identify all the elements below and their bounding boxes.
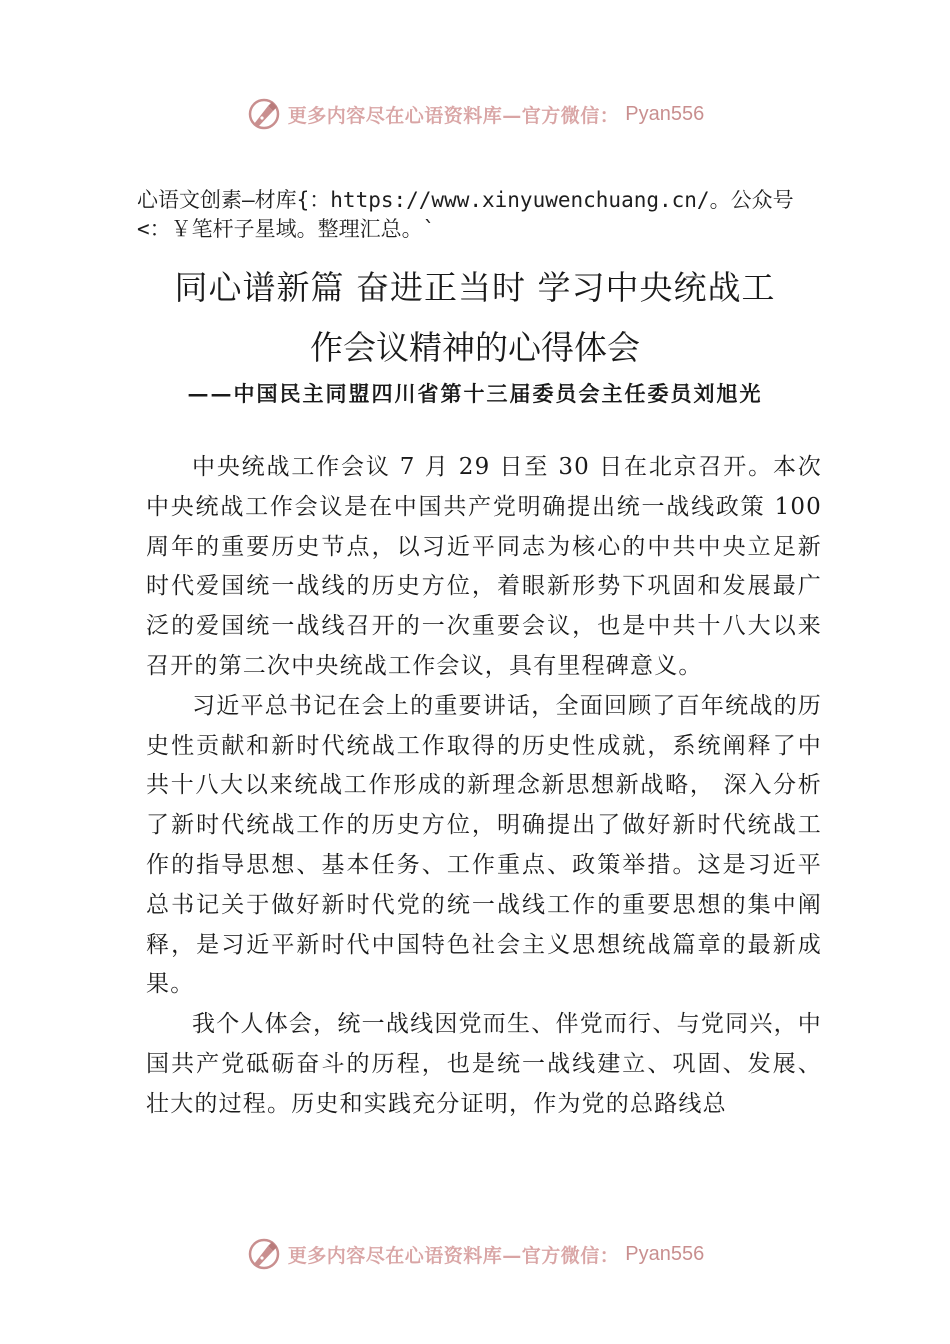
- banner-wechat-id: Pyan556: [625, 102, 705, 125]
- paragraph-1: 中央统战工作会议 7 月 29 日至 30 日在北京召开。本次中央统战工作会议是在中国共产党明确提出统一战线政策 100 周年的重要历史节点，以习近平同志为核心的中共中央立足新时代爱国统一战线的历史方位，着眼新形势下巩固和发展最广泛的爱国统一战线召开的一次重要会议，也是中共十八大以来召开的第二次中央统战工作会议，具有里程碑意义。: [146, 454, 822, 679]
- pen-nib-logo-icon: [246, 96, 282, 132]
- document-title-line-1: 同心谱新篇 奋进正当时 学习中央统战工: [174, 268, 776, 307]
- document-subtitle: ——中国民主同盟四川省第十三届委员会主任委员刘旭光: [187, 381, 763, 406]
- document-body: [146, 448, 822, 1125]
- pen-nib-logo-icon: [246, 1236, 282, 1272]
- banner-text: 更多内容尽在心语资料库—官方微信：: [287, 1244, 620, 1267]
- source-note: 心语文创素—材库{：https://www.xinyuwenchuang.cn/。公众号<：￥笔杆子星域。整理汇总。`: [137, 188, 794, 241]
- banner-text: 更多内容尽在心语资料库—官方微信：: [287, 104, 620, 127]
- paragraph-3: 我个人体会，统一战线因党而生、伴党而行、与党同兴，中国共产党砥砺奋斗的历程，也是统一战线建立、巩固、发展、壮大的过程。历史和实践充分证明，作为党的总路线总: [146, 1011, 822, 1117]
- header-banner: [0, 94, 950, 134]
- paragraph-2: 习近平总书记在会上的重要讲话，全面回顾了百年统战的历史性贡献和新时代统战工作取得的历史性成就，系统阐释了中共十八大以来统战工作形成的新理念新思想新战略， 深入分析了新时代统战工作的历史方位，明确提出了做好新时代统战工作的指导思想、基本任务、工作重点、政策举措。这是习近平总书记关于做好新时代党的统一战线工作的重要思想的集中阐释，是习近平新时代中国特色社会主义思想统战篇章的最新成果。: [146, 692, 822, 998]
- document-title-line-2: 作会议精神的心得体会: [310, 328, 640, 367]
- banner-wechat-id: Pyan556: [625, 1242, 705, 1265]
- footer-banner: [0, 1234, 950, 1274]
